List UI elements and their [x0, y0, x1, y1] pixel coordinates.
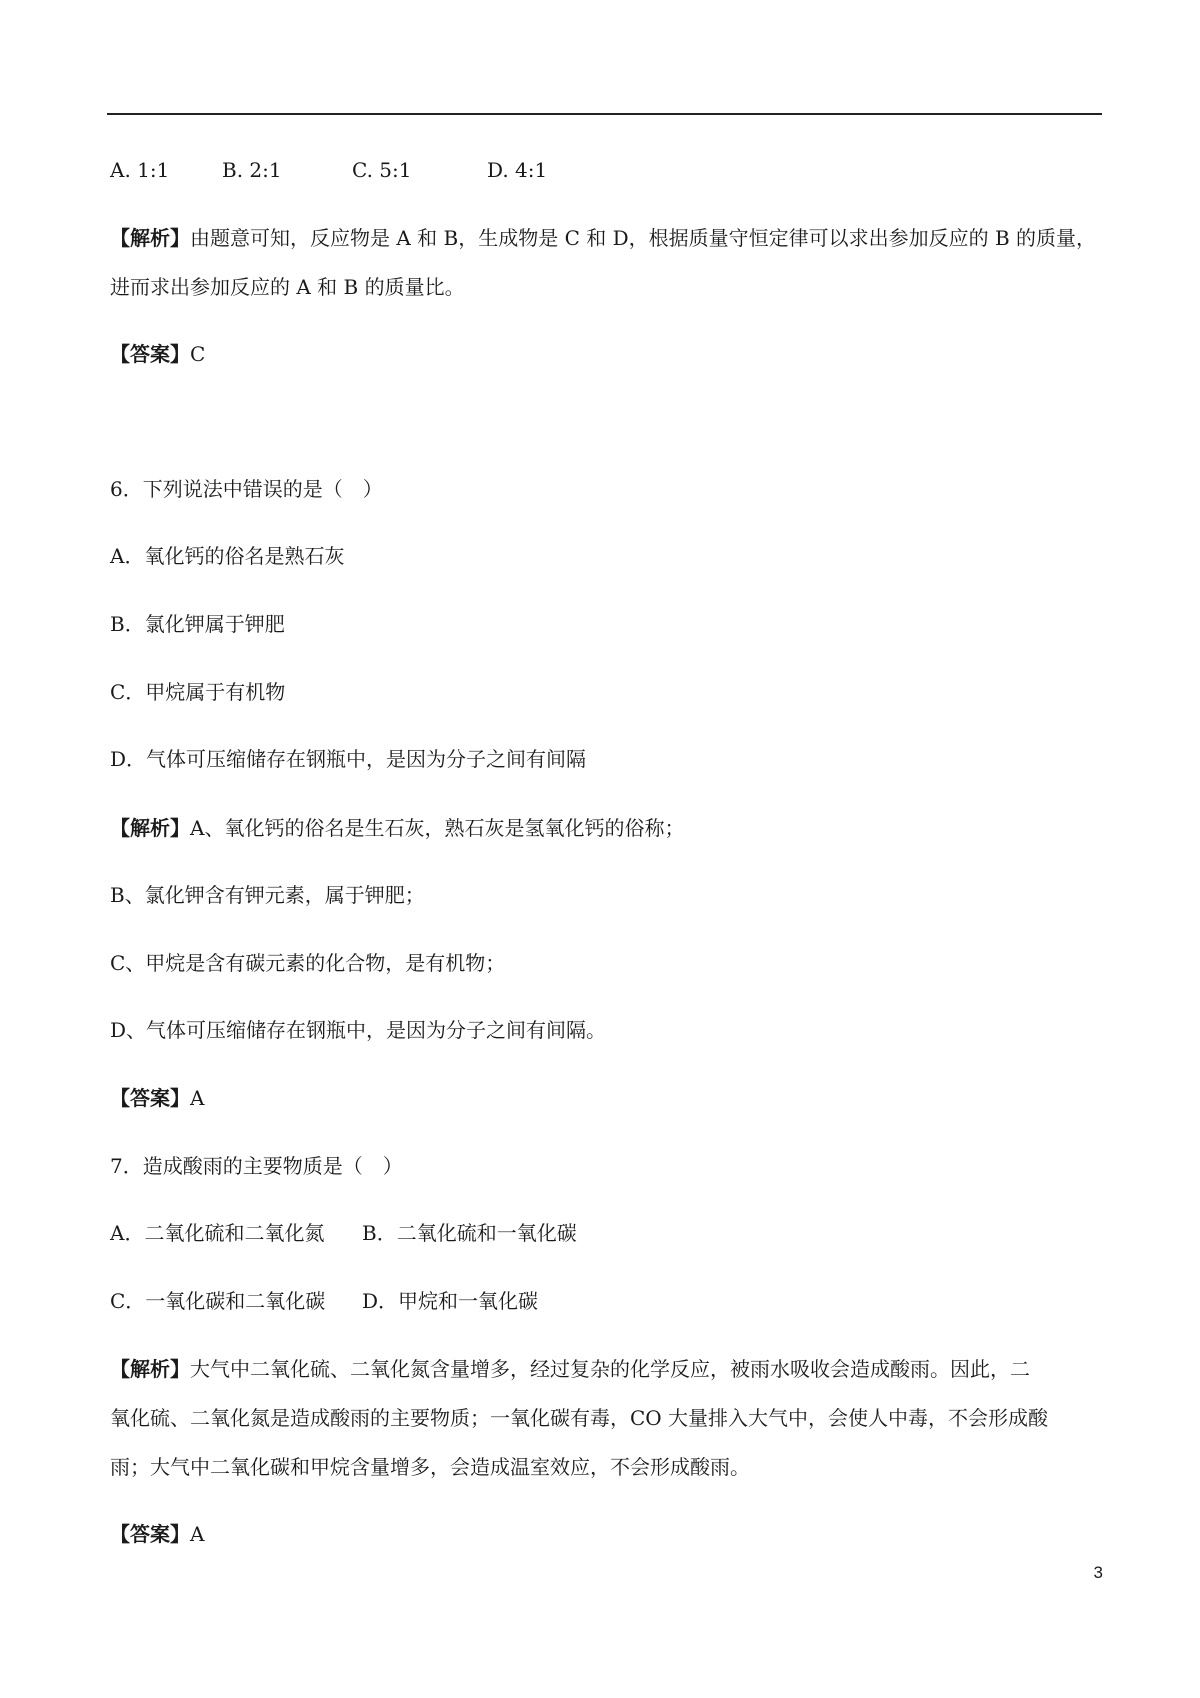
q5-analysis-text1: 由题意可知，反应物是 A 和 B，生成物是 C 和 D，根据质量守恒定律可以求出参加反应的 B 的质量， — [190, 226, 1097, 250]
q6-analysis-d: D、气体可压缩储存在钢瓶中，是因为分子之间有间隔。 — [110, 1018, 607, 1042]
q6-analysis-tag: 【解析】 — [110, 816, 190, 840]
q5-answer-tag: 【答案】 — [110, 342, 190, 366]
q7-analysis-line1 — [110, 1357, 1030, 1381]
q5-analysis-tag: 【解析】 — [110, 226, 190, 250]
q7-analysis-line3: 雨；大气中二氧化碳和甲烷含量增多，会造成温室效应，不会形成酸雨。 — [110, 1455, 750, 1479]
q5-option-b: B. 2:1 — [222, 158, 282, 182]
q6-analysis-b: B、氯化钾含有钾元素，属于钾肥； — [110, 883, 425, 907]
q5-option-d: D. 4:1 — [487, 158, 548, 182]
q6-analysis-c: C、甲烷是含有碳元素的化合物，是有机物； — [110, 951, 506, 975]
q5-option-a: A. 1:1 — [110, 158, 170, 182]
q5-answer — [110, 342, 205, 366]
q6-analysis-a-text: A、氧化钙的俗名是生石灰，熟石灰是氢氧化钙的俗称； — [190, 816, 685, 840]
q7-answer-value: A — [190, 1522, 205, 1546]
q5-option-c: C. 5:1 — [352, 158, 412, 182]
q7-options-row2 — [110, 1289, 538, 1313]
q7-option-d: D．甲烷和一氧化碳 — [362, 1289, 539, 1313]
q5-analysis-line2: 进而求出参加反应的 A 和 B 的质量比。 — [110, 275, 465, 299]
q6-option-d: D．气体可压缩储存在钢瓶中，是因为分子之间有间隔 — [110, 747, 587, 771]
q5-options — [110, 158, 547, 182]
q7-answer-tag: 【答案】 — [110, 1522, 190, 1546]
q7-analysis-line2: 氧化硫、二氧化氮是造成酸雨的主要物质；一氧化碳有毒，CO 大量排入大气中，会使人中毒，不会形成酸 — [110, 1406, 1049, 1430]
header-rule — [107, 113, 1102, 115]
q6-stem: 6．下列说法中错误的是（ ） — [110, 477, 383, 501]
q7-analysis-tag: 【解析】 — [110, 1357, 190, 1381]
q6-answer-value: A — [190, 1086, 205, 1110]
q7-option-a: A．二氧化硫和二氧化氮 — [110, 1221, 325, 1245]
q6-answer — [110, 1086, 204, 1110]
page-number: 3 — [1093, 1563, 1103, 1582]
q6-option-b: B．氯化钾属于钾肥 — [110, 612, 285, 636]
q5-answer-value: C — [190, 342, 206, 366]
q6-option-a: A．氧化钙的俗名是熟石灰 — [110, 544, 345, 568]
q6-option-c: C．甲烷属于有机物 — [110, 680, 286, 704]
q7-options-row1 — [110, 1221, 577, 1245]
q5-analysis-line1 — [110, 226, 1096, 250]
q7-option-b: B．二氧化硫和一氧化碳 — [362, 1221, 577, 1245]
q6-answer-tag: 【答案】 — [110, 1086, 190, 1110]
q6-analysis-a — [110, 816, 684, 840]
q7-option-c: C．一氧化碳和二氧化碳 — [110, 1289, 326, 1313]
q7-analysis-text1: 大气中二氧化硫、二氧化氮含量增多，经过复杂的化学反应，被雨水吸收会造成酸雨。因此，二 — [190, 1357, 1030, 1381]
q7-stem: 7．造成酸雨的主要物质是（ ） — [110, 1154, 403, 1178]
q7-answer — [110, 1522, 204, 1546]
